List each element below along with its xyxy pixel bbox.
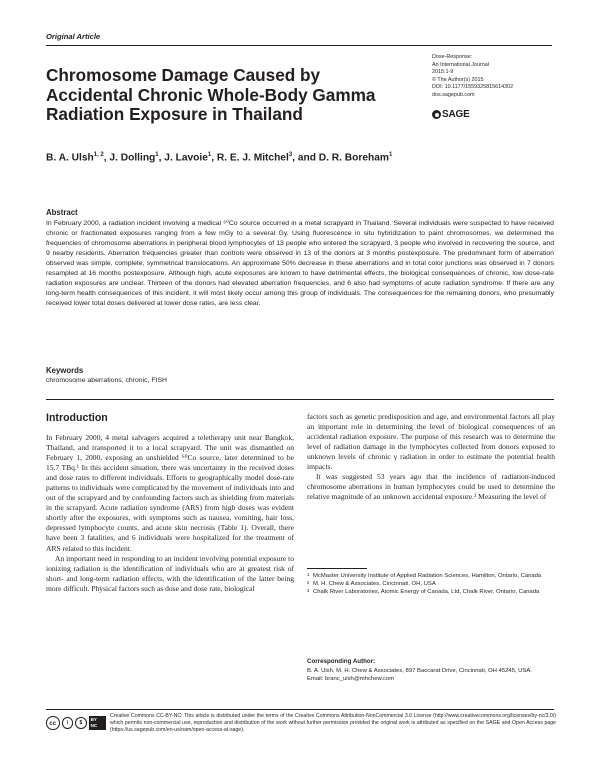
body-column-right	[307, 412, 555, 502]
footnote-divider	[307, 568, 367, 569]
header-divider	[46, 45, 552, 46]
author-name: B. A. Ulsh	[46, 152, 94, 164]
section-divider	[46, 399, 554, 400]
affiliation-list	[307, 572, 555, 597]
body-paragraph: In February 2000, 4 metal salvagers acquired a teletherapy unit near Bangkok, Thailand, and transported it to a local scrapyard. The unit was dismantled on February 1, 2000, exposing an unshielded ⁶⁰Co source, later determined to be 15.7 TBq.¹ In this accident situation, there was uncertainty in the received doses and dose rates to different individuals. Efforts to geographically model dose-rate patterns to individuals were complicated by the movement of individuals into and out of the scrapyard and by confounding factors such as shielding from materials in the scrapyard. Acute radiation syndrome (ARS) from high doses was evident shortly after the exposures, with symptoms such as nausea, vomiting, hair loss, depressed lymphocyte counts, and acute skin necrosis (Table 1). Overall, there have been 3 fatalities, and 6 individuals were hospitalized for the treatment of ARS related to this incident.	[46, 433, 294, 553]
author-list	[46, 152, 556, 163]
affiliation-number: 1	[307, 572, 310, 577]
keywords-heading: Keywords	[46, 366, 84, 375]
cc-icon: cc	[46, 716, 60, 730]
journal-copyright: © The Author(s) 2015	[432, 76, 484, 83]
affiliation-number: 2	[307, 580, 310, 586]
corresponding-heading: Corresponding Author:	[307, 658, 376, 665]
license-divider	[46, 709, 554, 710]
author-name: R. E. J. Mitchel	[216, 152, 289, 164]
sage-wordmark: SAGE	[442, 109, 470, 120]
author-affil-ref: 1, 2	[93, 152, 104, 158]
by-attribution-icon: i	[62, 717, 74, 729]
journal-name: Dose-Response:	[432, 54, 473, 60]
body-paragraph: It was suggested 53 years ago that the incidence of radiation-induced chromosome aberrations in human lymphocytes could be used to determine the relative magnitude of an unknown accidental exposure.² Measuring the level of	[307, 472, 555, 502]
cc-license-badge[interactable]	[46, 715, 106, 730]
affiliation-text: M. H. Chew & Associates, Cincinnati, OH, USA	[313, 581, 436, 588]
body-paragraph: factors such as genetic predisposition and age, and environmental factors all play an important role in determining the level of biological consequences of an accidental radiation exposure. The purpose of this research was to determine the level of radiation damage in the lymphocytes collected from donors exposed to unknown levels of chronic γ radiation in order to estimate the potential health impacts.	[307, 412, 555, 472]
article-title: Chromosome Damage Caused by Accidental Chronic Whole-Body Gamma Radiation Exposure in Thailand	[46, 65, 376, 124]
journal-site[interactable]: dos.sagepub.com	[432, 91, 475, 98]
license-text: Creative Commons CC-BY-NC: This article is distributed under the terms of the Creative Commons Attribution-NonCommercial 3.0 License (http://www.creativecommons.org/licenses/by-nc/3.0/) which permits non-commercial use, reproduction and distribution of the work without further permission provided the original work is attributed as specified on the SAGE and Open Access page (https://us.sagepub.com/en-us/nam/open-access-at-sage).	[110, 713, 556, 734]
corresponding-address: B. A. Ulsh, M. H. Chew & Associates, 897 Baccarat Drive, Cincinnati, OH 45245, USA.	[307, 668, 532, 674]
affiliation-text: Chalk River Laboratories, Atomic Energy of Canada, Ltd, Chalk River, Ontario, Canada	[313, 589, 540, 596]
author-separator: , and	[292, 152, 319, 164]
article-type: Original Article	[46, 32, 101, 41]
author-affil-ref: 1	[207, 152, 212, 158]
author-name: J. Dolling	[109, 152, 156, 164]
affiliation-item	[307, 580, 555, 588]
abstract-heading: Abstract	[46, 208, 78, 217]
license-tag: BY NC	[89, 716, 106, 730]
affiliation-item	[307, 572, 555, 580]
body-paragraph: An important need in responding to an incident involving potential exposure to ionizing radiation is the identification of individuals who are at greatest risk of short- and long-term radiation effects, with the identification of the latter being more difficult. Physical factors such as dose and dose rate, biological	[46, 553, 294, 593]
author-affil-ref: 1	[388, 152, 393, 158]
journal-subtitle: An International Journal	[432, 61, 489, 68]
sage-logo	[432, 109, 470, 120]
journal-doi[interactable]: DOI: 10.1177/1559325815614302	[432, 84, 514, 91]
sage-icon	[432, 110, 441, 119]
author-name: J. Lavoie	[164, 152, 208, 164]
abstract-text: In February 2000, a radiation incident involving a medical ⁶⁰Co source occurred in a metal scrapyard in Thailand. Several individuals were suspected to have received chronic or fractionated exposures ranging from a few mGy to a several Gy. Using fluorescence in situ hybridization to paint chromosomes, we determined the frequencies of chromosome aberrations in peripheral blood lymphocytes of 13 people who entered the scrapyard, 3 people who involved in recovering the source, and 9 nearby residents. Aberration frequencies greater than controls were observed in 13 of the donors at 3 months postexposure. The predominant form of aberration observed was simple, complete, symmetrical translocations. An approximate 50% decrease in these aberrations and in total color junctions was observed in 7 donors resampled at 16 months postexposure. Although high, acute exposures are known to have detrimental effects, the biological consequences of chronic, low dose-rate radiation exposures are unclear. Thirteen of the donors had elevated aberration frequencies, and 6 also had symptoms of acute radiation syndrome. If there are any long-term health consequences of this incident, it will most likely occur among this group of individuals. The consequences for the remaining donors, who presumably received lower total doses delivered at lower dose rates, are less clear.	[46, 220, 554, 308]
affiliation-text: McMaster University Institute of Applied Radiation Sciences, Hamilton, Ontario, Canada	[313, 573, 542, 579]
author-separator: ,	[211, 152, 217, 164]
author-separator: ,	[103, 152, 110, 164]
corresponding-email[interactable]: Email: branc_ulsh@mhchew.com	[307, 676, 395, 683]
corresponding-info	[307, 667, 555, 683]
affiliation-number: 3	[307, 588, 310, 594]
affiliation-item	[307, 588, 555, 596]
author-affil-ref: 3	[288, 152, 293, 158]
author-affil-ref: 1	[155, 152, 159, 158]
keywords-text: chromosome aberrations, chronic, FISH	[46, 377, 167, 384]
noncommercial-icon: $	[75, 717, 87, 729]
journal-info	[432, 54, 554, 100]
introduction-heading: Introduction	[46, 412, 108, 424]
journal-pages: 2015:1-9	[432, 69, 454, 76]
author-separator: ,	[158, 152, 165, 164]
author-name: D. R. Boreham	[318, 152, 389, 164]
body-column-left	[46, 433, 294, 594]
